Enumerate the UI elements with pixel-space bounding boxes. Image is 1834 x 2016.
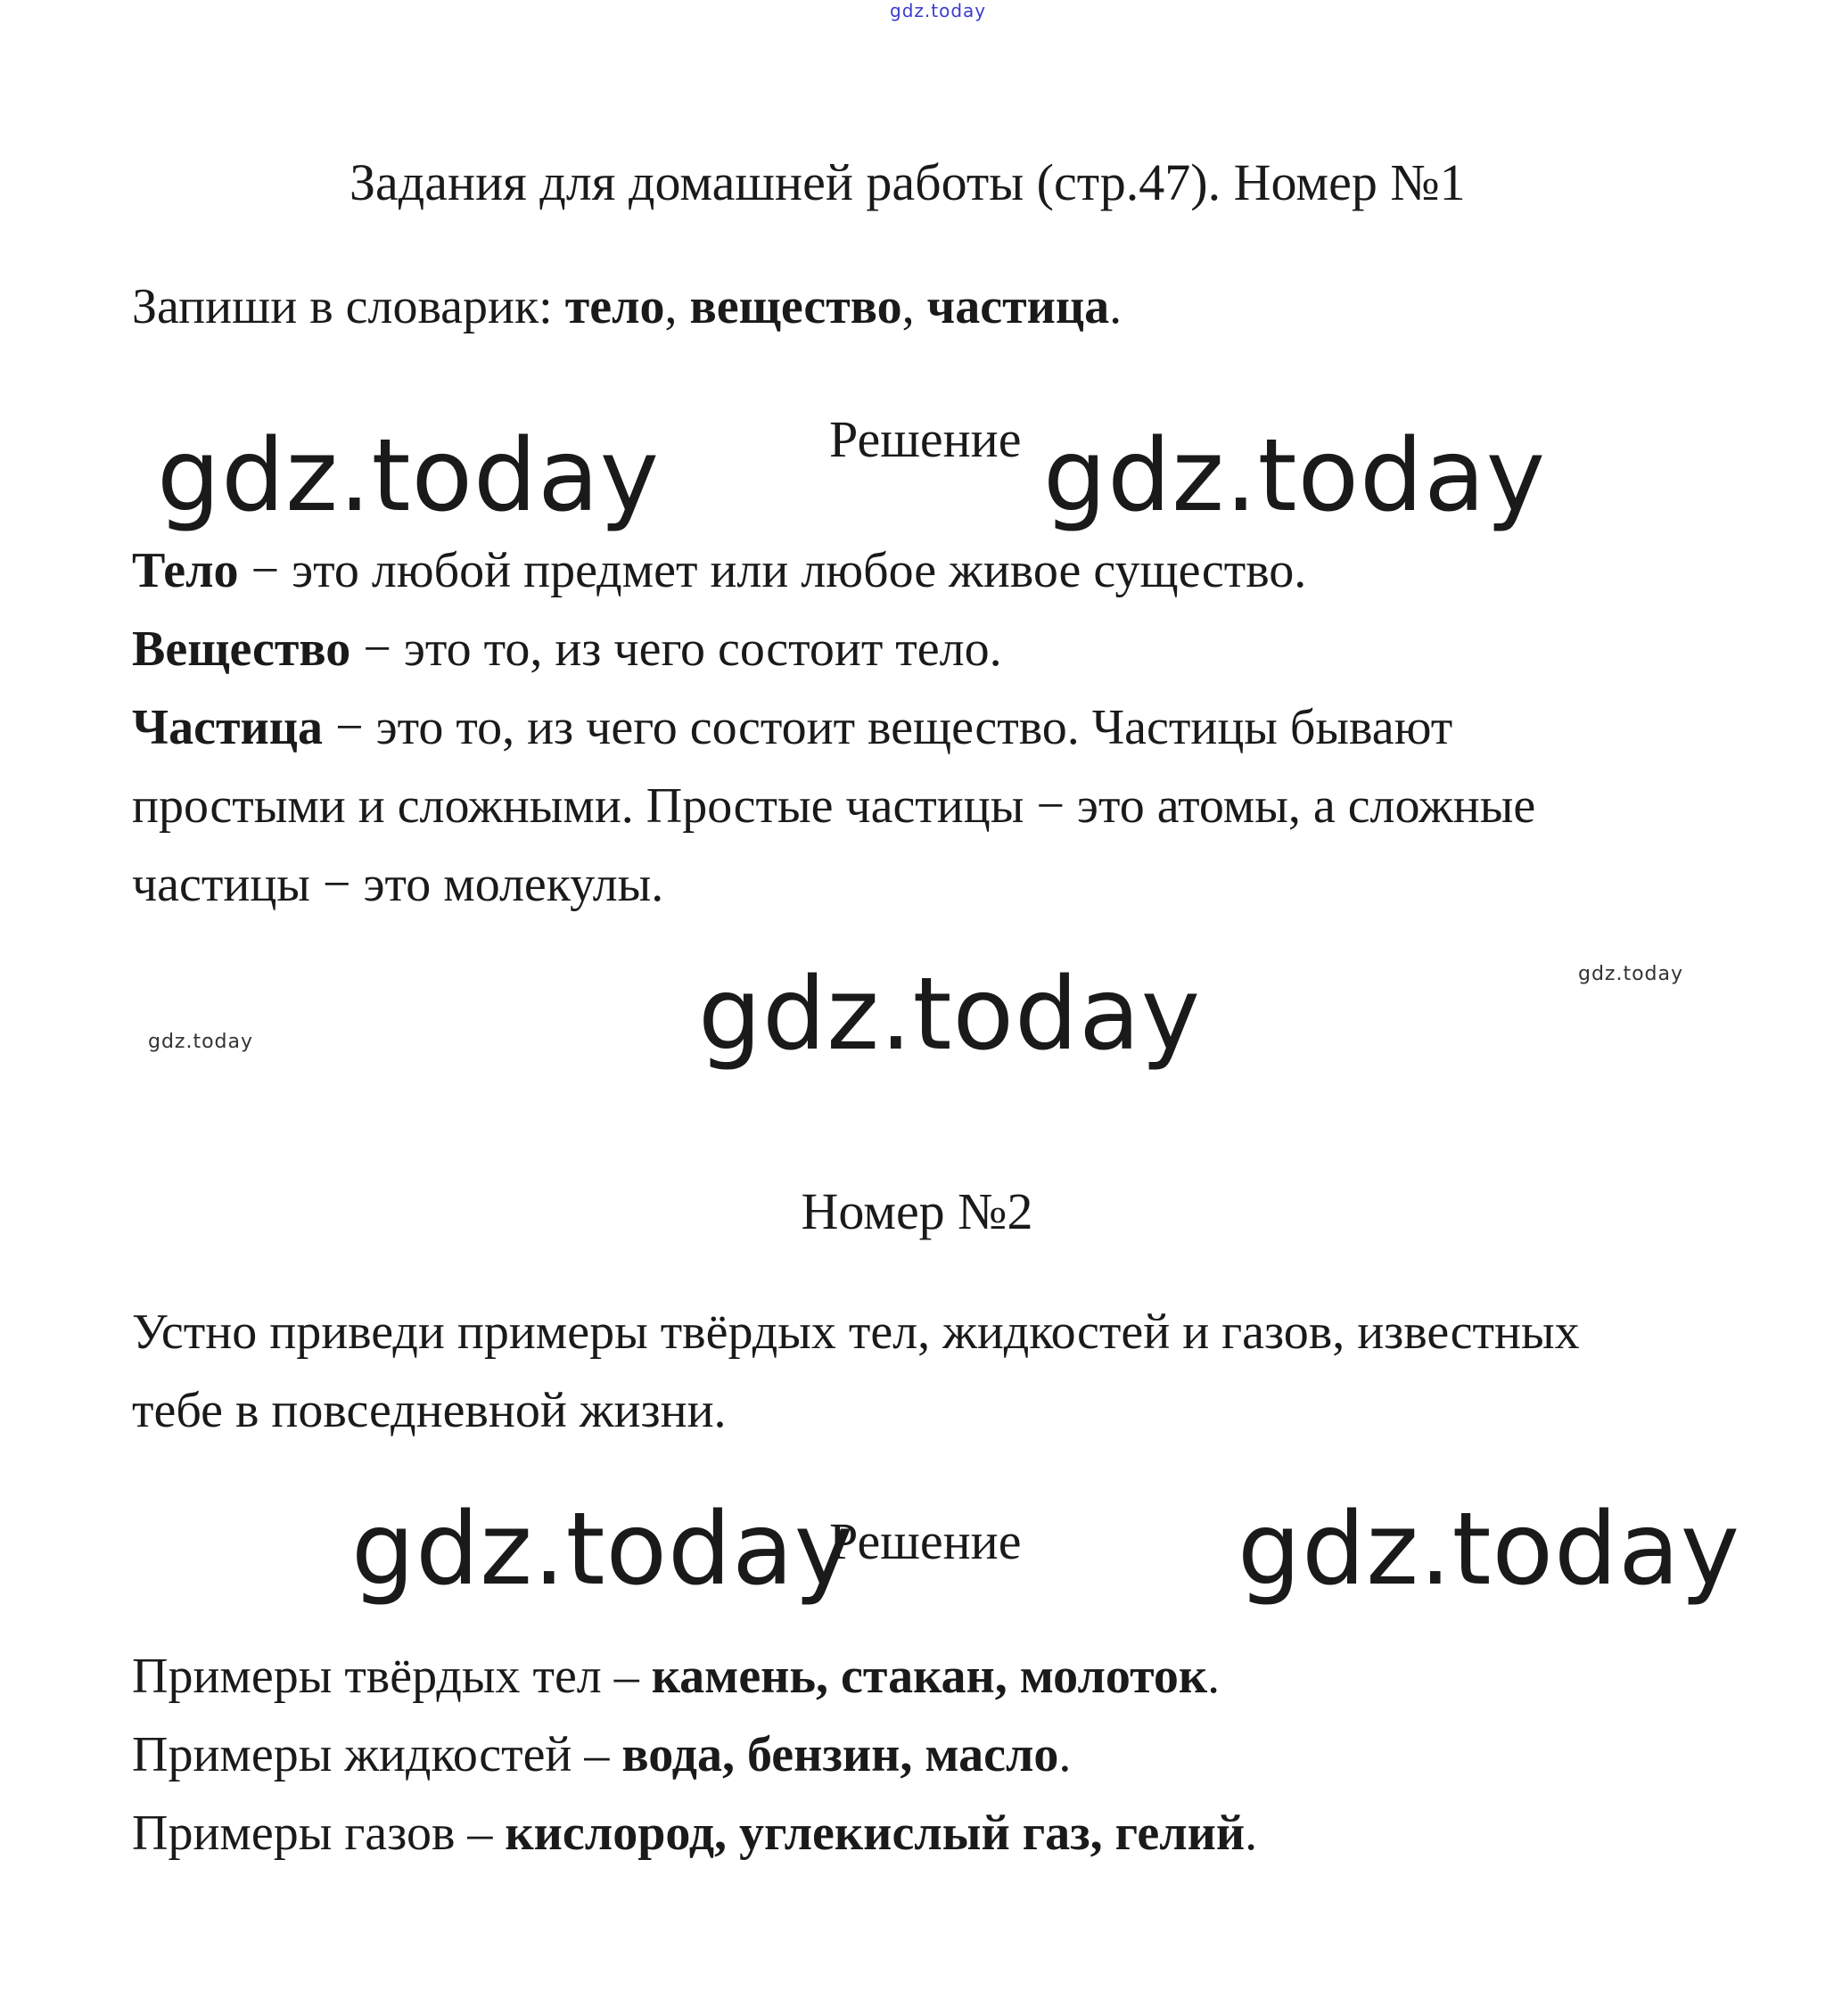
watermark-small-left: gdz.today [148, 1031, 254, 1053]
definition-continuation: простыми и сложными. Простые частицы − это атомы, а сложные [132, 778, 1536, 834]
definition-line [132, 543, 1307, 598]
definition-line [132, 700, 1453, 755]
example-items: кислород, углекислый газ, гелий [505, 1806, 1246, 1861]
separator: , [664, 279, 690, 334]
task2-solution-label: Решение [829, 1512, 1022, 1570]
watermark-small-right: gdz.today [1578, 963, 1684, 985]
definition-line [132, 621, 1002, 677]
example-label: Примеры твёрдых тел – [132, 1649, 652, 1704]
separator: , [901, 279, 927, 334]
example-end: . [1058, 1727, 1072, 1782]
definition-text: − это любой предмет или любое живое существо. [238, 543, 1307, 598]
definition-text: − это то, из чего состоит вещество. Частицы бывают [323, 700, 1453, 755]
watermark-right-3: gdz.today [1238, 1492, 1741, 1608]
task1-solution-label: Решение [829, 410, 1022, 468]
example-end: . [1245, 1806, 1258, 1861]
example-items: вода, бензин, масло [621, 1727, 1059, 1782]
watermark-center: gdz.today [698, 957, 1202, 1073]
term-substance: вещество [689, 279, 902, 334]
definition-continuation: частицы − это молекулы. [132, 857, 664, 912]
definition-text: − это то, из чего состоит тело. [350, 621, 1002, 677]
watermark-left-3: gdz.today [351, 1492, 855, 1608]
example-end: . [1207, 1649, 1221, 1704]
watermark-left-1: gdz.today [157, 418, 661, 534]
task1-prompt [132, 279, 1123, 334]
example-label: Примеры жидкостей – [132, 1727, 622, 1782]
task1-prompt-prefix: Запиши в словарик: [132, 279, 565, 334]
example-label: Примеры газов – [132, 1806, 506, 1861]
term-particle: частица [926, 279, 1110, 334]
definition-term: Тело [132, 543, 239, 598]
example-line [132, 1727, 1072, 1782]
example-line [132, 1806, 1258, 1861]
task1-heading: Задания для домашней работы (стр.47). Номер №1 [350, 153, 1466, 211]
watermark-top: gdz.today [890, 0, 987, 21]
term-body: тело [564, 279, 665, 334]
example-items: камень, стакан, молоток [651, 1649, 1208, 1704]
watermark-right-1: gdz.today [1043, 418, 1547, 534]
definition-term: Вещество [132, 621, 351, 677]
period: . [1109, 279, 1123, 334]
task2-prompt-line: Устно приведи примеры твёрдых тел, жидкостей и газов, известных [132, 1304, 1580, 1360]
task2-heading: Номер №2 [801, 1182, 1033, 1240]
example-line [132, 1649, 1221, 1704]
task2-prompt-line: тебе в повседневной жизни. [132, 1383, 727, 1438]
definition-term: Частица [132, 700, 323, 755]
